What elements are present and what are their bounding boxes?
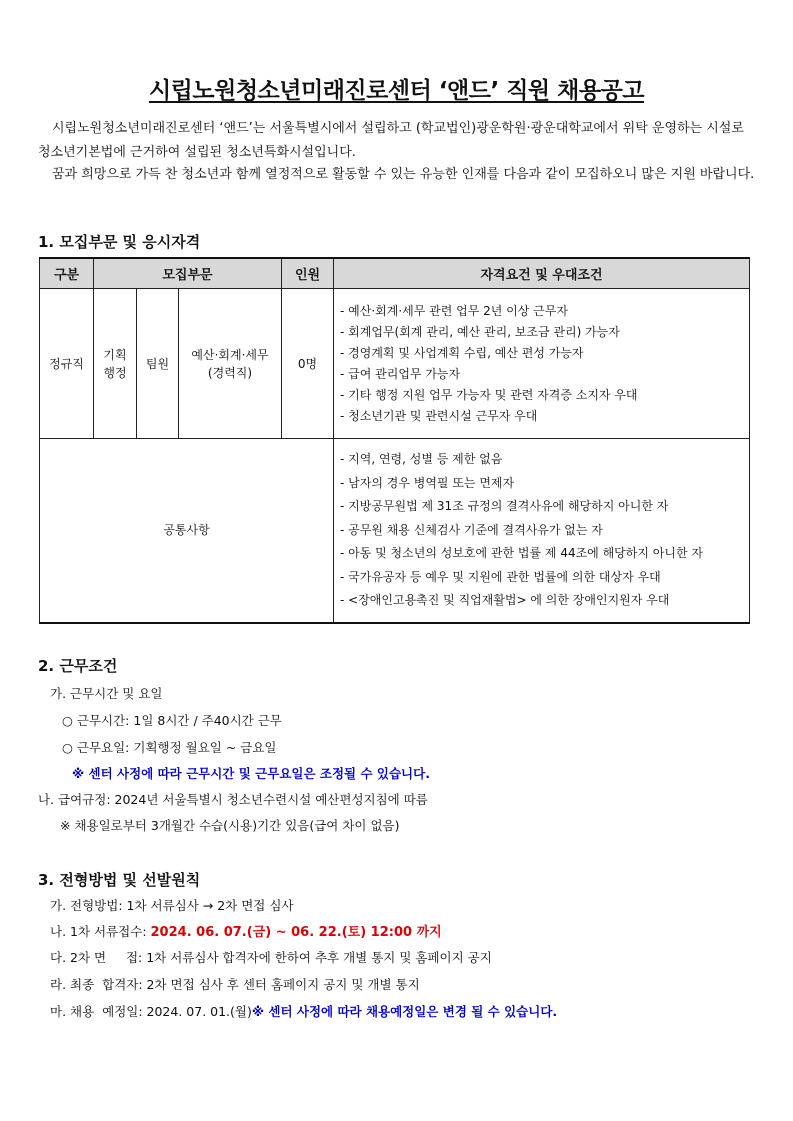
interview-info: 다. 2차 면 접: 1차 서류심사 합격자에 한하여 추후 개별 통지 및 홈페이지 공지 <box>50 950 492 965</box>
document-submission-label: 나. 1차 서류접수: <box>50 924 151 939</box>
work-hours-days-label: 가. 근무시간 및 요일 <box>50 686 163 701</box>
requirement-item: - 회계업무(회계 관리, 예산 관리, 보조금 관리) 가능자 <box>340 324 620 339</box>
common-item: - 국가유공자 등 예우 및 지원에 관한 법률에 의한 대상자 우대 <box>340 569 661 584</box>
cell-common-label: 공통사항 <box>40 439 334 623</box>
cell-category: 정규직 <box>40 289 94 439</box>
table-row <box>40 289 750 439</box>
header-position: 모집부문 <box>94 258 282 289</box>
intro-paragraph-2: 꿈과 희망으로 가득 찬 청소년과 함께 열정적으로 활동할 수 있는 유능한 인재를 다음과 같이 모집하오니 많은 지원 바랍니다. <box>52 167 755 182</box>
cell-requirements <box>334 289 750 439</box>
common-item: - 지방공무원법 제 31조 규정의 결격사유에 해당하지 아니한 자 <box>340 499 669 513</box>
final-announcement: 라. 최종 합격자: 2차 면접 심사 후 센터 홈페이지 공지 및 개별 통지 <box>50 977 420 992</box>
salary-rule: 나. 급여규정: 2024년 서울특별시 청소년수련시설 예산편성지침에 따름 <box>38 792 428 807</box>
common-item: - 남자의 경우 병역필 또는 면제자 <box>340 475 515 490</box>
cell-common-items <box>334 439 750 623</box>
requirement-item: - 급여 관리업무 가능자 <box>340 366 461 381</box>
table-row-common <box>40 439 750 623</box>
cell-count: 0명 <box>282 289 334 439</box>
hire-date-label: 마. 채용 예정일: 2024. 07. 01.(월) <box>50 1004 252 1019</box>
cell-field: 예산·회계·세무 (경력직) <box>179 289 282 439</box>
header-category: 구분 <box>40 258 94 289</box>
selection-method: 가. 전형방법: 1차 서류심사 → 2차 면접 심사 <box>50 898 294 913</box>
intro-paragraph-1: 시립노원청소년미래진로센터 ‘앤드’는 서울특별시에서 설립하고 (학교법인)광운학원·광운대학교에서 위탁 운영하는 시설로 청소년기본법에 근거하여 설립된 청소년특화시설입니다. <box>38 121 744 160</box>
table-header-row <box>40 258 750 289</box>
requirement-item: - 기타 행정 지원 업무 가능자 및 관련 자격증 소지자 우대 <box>340 387 638 402</box>
section3-heading: 3. 전형방법 및 선발원칙 <box>38 871 201 889</box>
common-item: - 공무원 채용 신체검사 기준에 결격사유가 없는 자 <box>340 522 603 537</box>
document-submission <box>50 921 442 940</box>
requirement-item: - 예산·회계·세무 관련 업무 2년 이상 근무자 <box>340 303 568 318</box>
requirement-item: - 경영계획 및 사업계획 수립, 예산 편성 가능자 <box>340 345 584 360</box>
probation-note: ※ 채용일로부터 3개월간 수습(시용)기간 있음(급여 차이 없음) <box>60 818 400 833</box>
section2-heading: 2. 근무조건 <box>38 657 118 675</box>
page-title: 시립노원청소년미래진로센터 ‘앤드’ 직원 채용공고 <box>148 78 645 104</box>
recruitment-table <box>39 257 750 624</box>
common-item: - 아동 및 청소년의 성보호에 관한 법률 제 44조에 해당하지 아니한 자 <box>340 546 703 560</box>
header-requirements: 자격요건 및 우대조건 <box>334 258 750 289</box>
work-schedule-note: ※ 센터 사정에 따라 근무시간 및 근무요일은 조정될 수 있습니다. <box>72 766 430 781</box>
section1-heading: 1. 모집부문 및 응시자격 <box>38 233 201 251</box>
requirement-item: - 청소년기관 및 관련시설 근무자 우대 <box>340 408 538 423</box>
common-item: - <장애인고용촉진 및 직업재활법> 에 의한 장애인지원자 우대 <box>340 593 670 607</box>
work-hours: ○ 근무시간: 1일 8시간 / 주40시간 근무 <box>62 713 282 728</box>
hire-date-note: ※ 센터 사정에 따라 채용예정일은 변경 될 수 있습니다. <box>251 1004 558 1019</box>
cell-dept: 기획 행정 <box>94 289 137 439</box>
document-submission-dates: 2024. 06. 07.(금) ~ 06. 22.(토) 12:00 까지 <box>150 925 442 940</box>
work-days: ○ 근무요일: 기획행정 월요일 ~ 금요일 <box>62 740 277 755</box>
header-count: 인원 <box>282 258 334 289</box>
hire-date <box>50 1002 557 1020</box>
common-item: - 지역, 연령, 성별 등 제한 없음 <box>340 452 503 466</box>
cell-rank: 팀원 <box>137 289 179 439</box>
